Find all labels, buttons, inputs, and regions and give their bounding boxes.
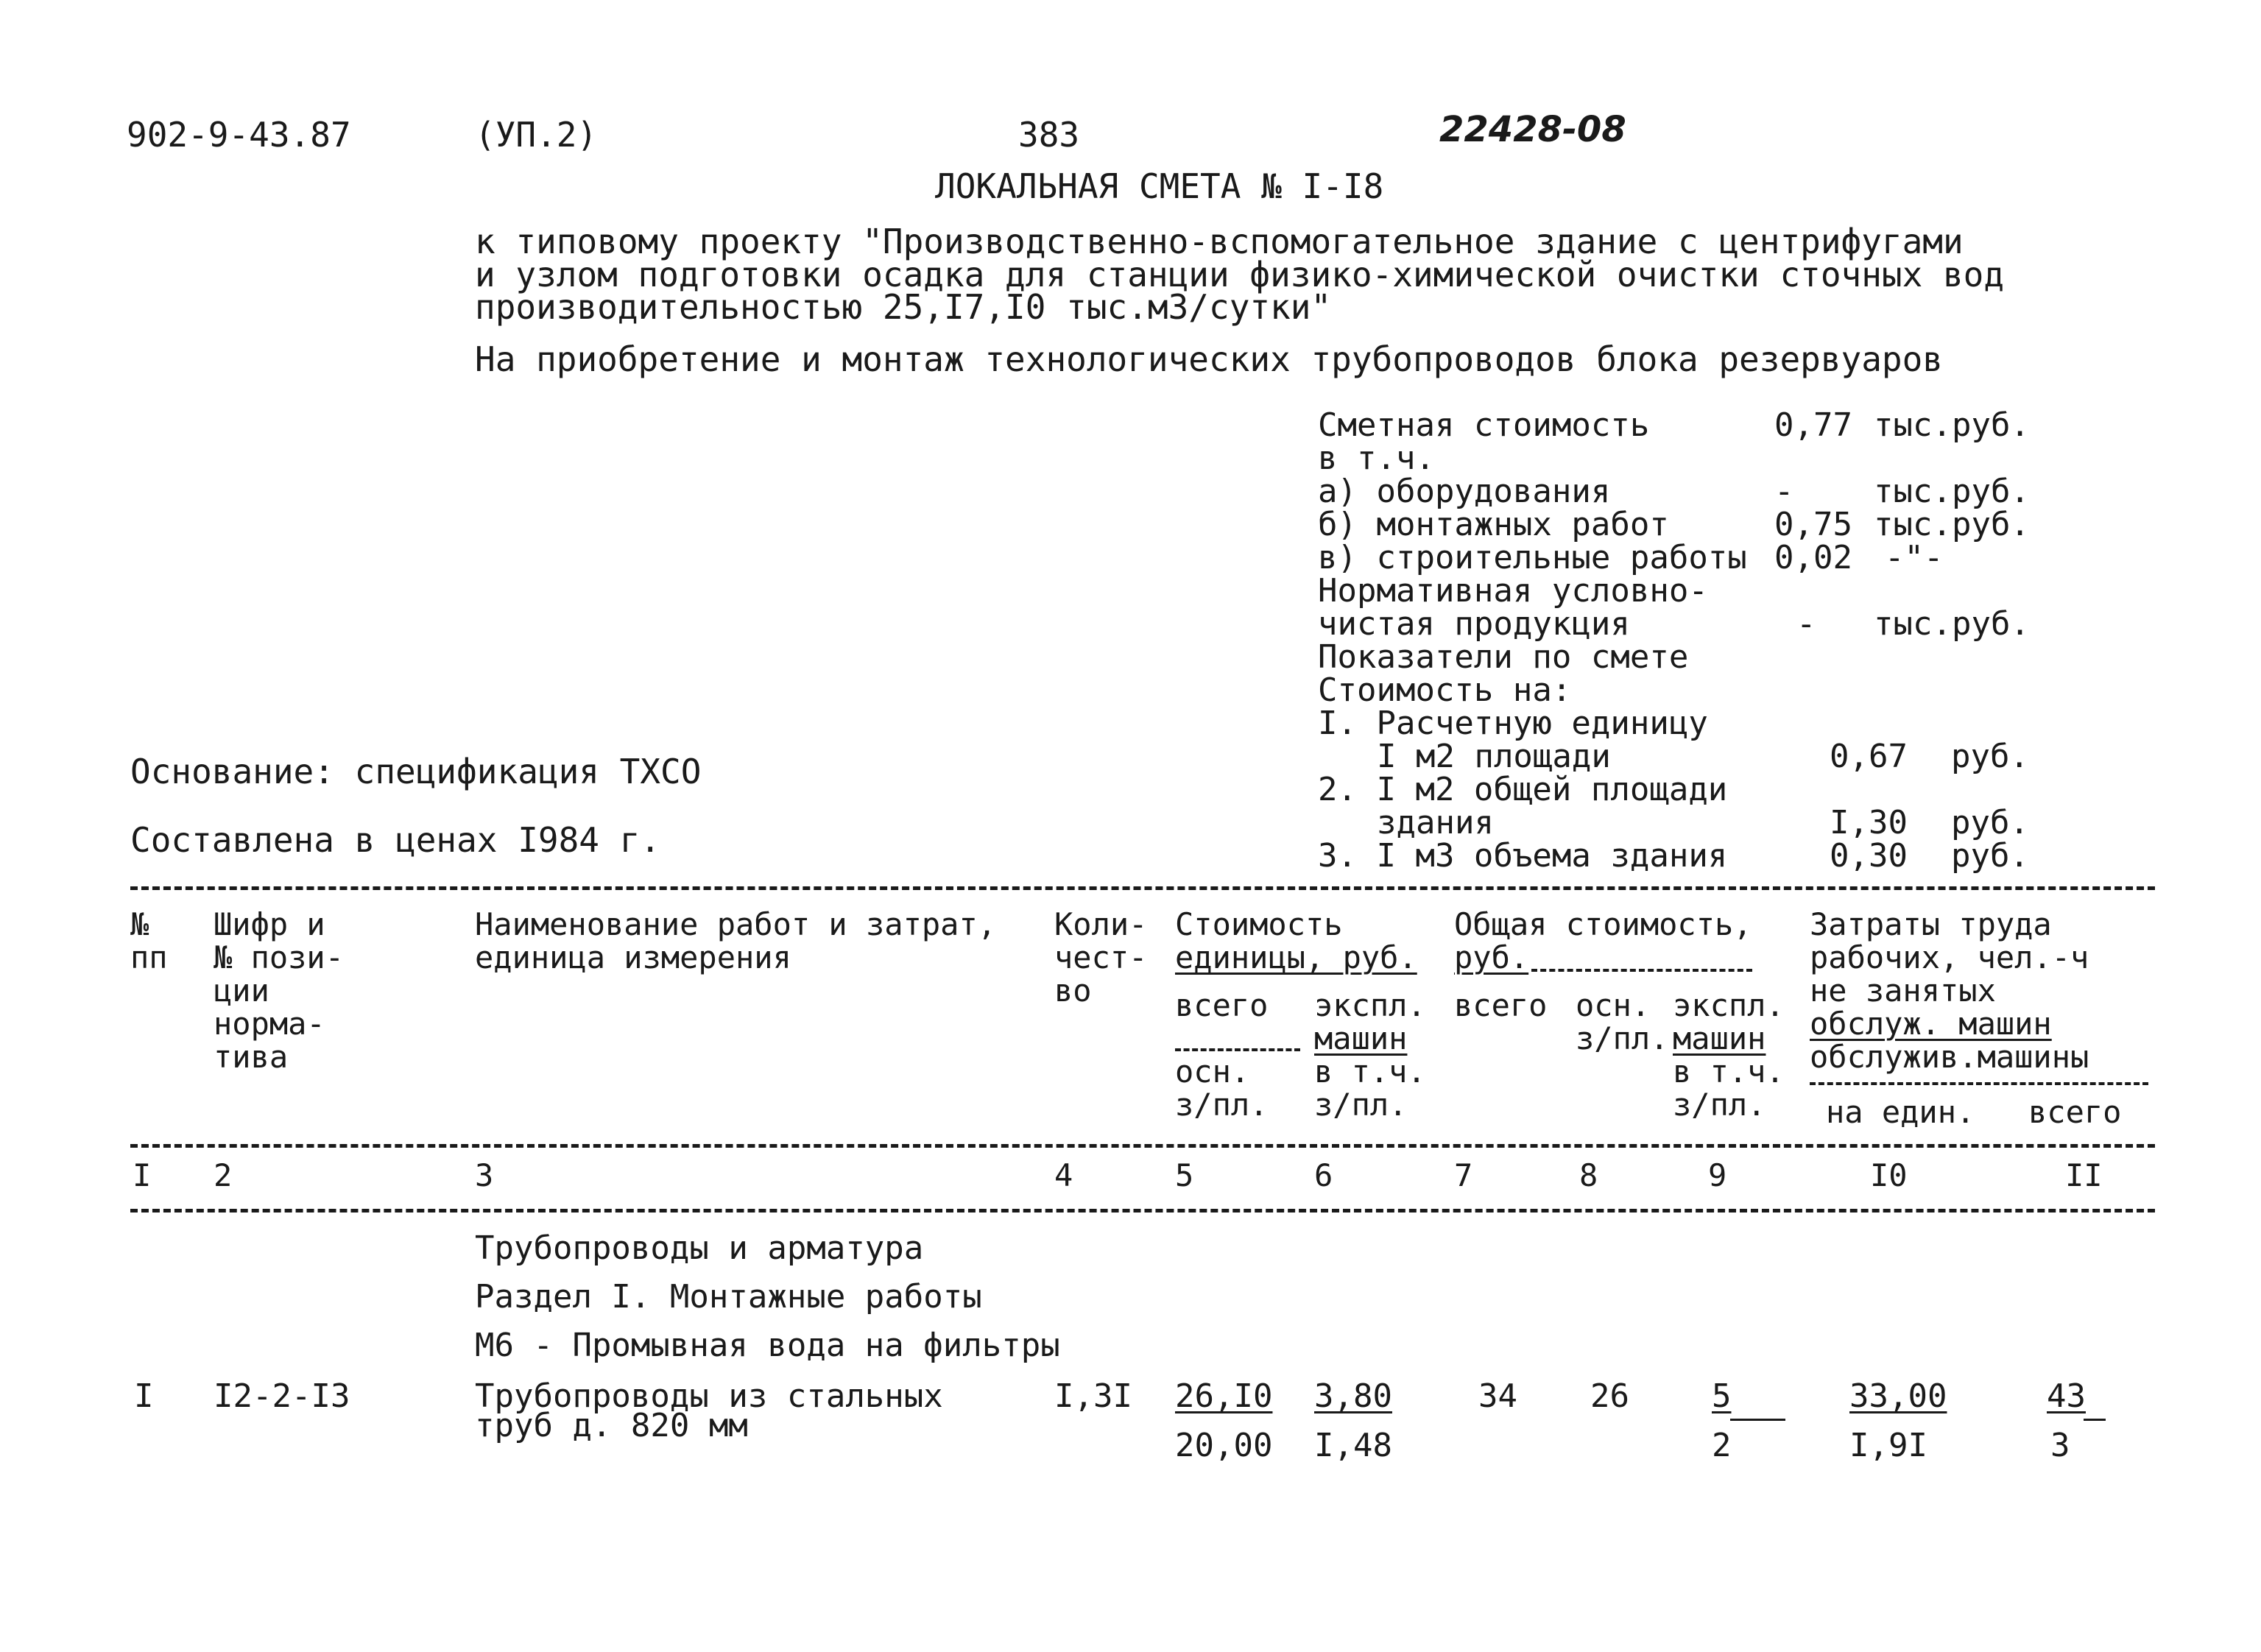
row-name-2: труб д. 820 мм: [475, 1407, 748, 1444]
labor-header-1: Затраты труда: [1810, 906, 2052, 942]
col-code-header-2: № пози-: [214, 939, 345, 975]
column-number: II: [2065, 1157, 2103, 1193]
unit-osn-header-2: з/пл.: [1175, 1087, 1269, 1123]
total-mach-zp-header-2: з/пл.: [1673, 1087, 1766, 1123]
construction-value: 0,02: [1774, 539, 1852, 576]
col-name-header-1: Наименование работ и затрат,: [475, 906, 997, 942]
column-number: 4: [1054, 1157, 1073, 1193]
row-total-mach-zp: 2: [1712, 1427, 1732, 1464]
col-code-header-1: Шифр и: [214, 906, 325, 942]
estimated-cost-label: Сметная стоимость: [1318, 406, 1650, 444]
col-code-header-5: тива: [214, 1039, 289, 1075]
row-labor-total-mach: 3: [2050, 1427, 2070, 1464]
unit-cost-header: Стоимость: [1175, 906, 1343, 942]
labor-subheader: обслужив.машины: [1810, 1039, 2089, 1075]
construction-label: в) строительные работы: [1318, 539, 1747, 576]
section-heading: Раздел I. Монтажные работы: [475, 1278, 982, 1316]
row-labor-total-underline: [2084, 1419, 2106, 1421]
total-header: всего: [1454, 987, 1548, 1023]
indicator-2-label-1: 2. I м2 общей площади: [1318, 771, 1728, 808]
total-mach-zp-header-1: в т.ч.: [1673, 1053, 1785, 1090]
row-code: I2-2-I3: [214, 1377, 350, 1415]
installation-label: б) монтажных работ: [1318, 506, 1669, 543]
project-line-3: производительностью 25,I7,I0 тыс.м3/сутки": [475, 287, 1332, 327]
equipment-value: -: [1774, 473, 1794, 510]
cost-per-heading: Стоимость на:: [1318, 671, 1572, 709]
col-number-header-1: №: [130, 906, 149, 942]
total-cost-subheader: руб.: [1454, 939, 1529, 975]
col-code-header-3: ции: [214, 973, 269, 1009]
row-total: 34: [1478, 1377, 1517, 1415]
page-number: 383: [1018, 115, 1080, 155]
column-number: 7: [1454, 1157, 1473, 1193]
indicator-2-unit: руб.: [1951, 804, 2029, 841]
total-mach-header-1: экспл.: [1673, 987, 1785, 1023]
column-number: 5: [1175, 1157, 1194, 1193]
indicator-1-label-1: I. Расчетную единицу: [1318, 705, 1708, 742]
prices-note: Составлена в ценах I984 г.: [130, 820, 661, 860]
indicators-heading: Показатели по смете: [1318, 638, 1689, 676]
row-labor-total: 43: [2047, 1377, 2086, 1415]
row-unit-mach: 3,80: [1314, 1377, 1392, 1415]
unit-mach-header-2: машин: [1314, 1020, 1408, 1056]
unit-mach-zp-header-1: в т.ч.: [1314, 1053, 1426, 1090]
column-number: I0: [1870, 1157, 1908, 1193]
document-code: 902-9-43.87: [127, 115, 351, 155]
column-number: 3: [475, 1157, 494, 1193]
total-cost-rule: [1531, 969, 1752, 972]
unit-total-rule: [1175, 1048, 1300, 1051]
page-title: ЛОКАЛЬНАЯ СМЕТА № I-I8: [935, 166, 1384, 206]
total-osn-header-1: осн.: [1576, 987, 1651, 1023]
row-total-mach: 5: [1712, 1377, 1732, 1415]
indicator-1-label-2: I м2 площади: [1377, 738, 1611, 775]
row-number: I: [134, 1377, 154, 1415]
unit-mach-zp-header-2: з/пл.: [1314, 1087, 1408, 1123]
column-number: I: [133, 1157, 152, 1193]
net-product-value: -: [1796, 605, 1816, 643]
unit-osn-header-1: осн.: [1175, 1053, 1250, 1090]
labor-total-header: всего: [2028, 1094, 2122, 1130]
indicator-3-unit: руб.: [1951, 837, 2029, 875]
estimated-cost-unit: тыс.руб.: [1874, 406, 2030, 444]
installation-value: 0,75: [1774, 506, 1852, 543]
total-cost-header: Общая стоимость,: [1454, 906, 1752, 942]
unit-mach-header-1: экспл.: [1314, 987, 1426, 1023]
handwritten-code: 22428-08: [1439, 109, 1626, 150]
subsection-heading: М6 - Промывная вода на фильтры: [475, 1327, 1060, 1364]
labor-per-unit-header: на един.: [1826, 1094, 1975, 1130]
basis-note: Основание: спецификация ТХСО: [130, 752, 702, 791]
project-line-1: к типовому проекту "Производственно-вспомогательное здание с центрифугами: [475, 222, 1964, 261]
col-qty-header-3: во: [1054, 973, 1092, 1009]
labor-header-3: не занятых: [1810, 973, 1996, 1009]
album-number: (УП.2): [475, 115, 598, 155]
net-product-label-2: чистая продукция: [1318, 605, 1630, 643]
unit-total-header: всего: [1175, 987, 1269, 1023]
indicator-2-value: I,30: [1830, 804, 1908, 841]
labor-header-4: обслуж. машин: [1810, 1006, 2052, 1042]
equipment-label: а) оборудования: [1318, 473, 1611, 510]
installation-unit: тыс.руб.: [1874, 506, 2030, 543]
unit-cost-subheader: единицы, руб.: [1175, 939, 1417, 975]
col-number-header-2: пп: [130, 939, 168, 975]
indicator-1-value: 0,67: [1830, 738, 1908, 775]
row-name-1: Трубопроводы из стальных: [475, 1377, 943, 1415]
col-code-header-4: норма-: [214, 1006, 325, 1042]
column-number: 2: [214, 1157, 233, 1193]
including-label: в т.ч.: [1318, 440, 1435, 477]
col-qty-header-2: чест-: [1054, 939, 1148, 975]
estimate-purpose: На приобретение и монтаж технологических трубопроводов блока резервуаров: [475, 339, 1943, 379]
project-line-2: и узлом подготовки осадка для станции физико-химической очистки сточных вод: [475, 255, 2005, 294]
row-quantity: I,3I: [1054, 1377, 1132, 1415]
estimated-cost-value: 0,77: [1774, 406, 1852, 444]
equipment-unit: тыс.руб.: [1874, 473, 2030, 510]
col-name-header-2: единица измерения: [475, 939, 791, 975]
row-total-mach-underline: [1730, 1419, 1785, 1421]
column-number: 9: [1708, 1157, 1727, 1193]
indicator-3-value: 0,30: [1830, 837, 1908, 875]
net-product-unit: тыс.руб.: [1874, 605, 2030, 643]
indicator-1-unit: руб.: [1951, 738, 2029, 775]
row-unit-osn: 20,00: [1175, 1427, 1273, 1464]
col-qty-header-1: Коли-: [1054, 906, 1148, 942]
total-osn-header-2: з/пл.: [1576, 1020, 1669, 1056]
row-labor-unit-mach: I,9I: [1849, 1427, 1927, 1464]
row-unit-mach-zp: I,48: [1314, 1427, 1392, 1464]
net-product-label-1: Нормативная условно-: [1318, 572, 1708, 610]
table-top-rule: [130, 886, 2155, 890]
row-total-osn: 26: [1590, 1377, 1629, 1415]
labor-header-2: рабочих, чел.-ч: [1810, 939, 2089, 975]
group-heading: Трубопроводы и арматура: [475, 1229, 924, 1267]
labor-rule: [1810, 1082, 2148, 1085]
total-mach-header-2: машин: [1673, 1020, 1766, 1056]
column-number: 8: [1579, 1157, 1598, 1193]
row-unit-total: 26,I0: [1175, 1377, 1273, 1415]
column-numbers-bottom-rule: [130, 1209, 2155, 1212]
indicator-3-label: 3. I м3 объема здания: [1318, 837, 1728, 875]
column-number: 6: [1314, 1157, 1333, 1193]
row-labor-unit: 33,00: [1849, 1377, 1947, 1415]
header-bottom-rule: [130, 1144, 2155, 1148]
indicator-2-label-2: здания: [1377, 804, 1494, 841]
construction-unit: -"-: [1885, 539, 1944, 576]
